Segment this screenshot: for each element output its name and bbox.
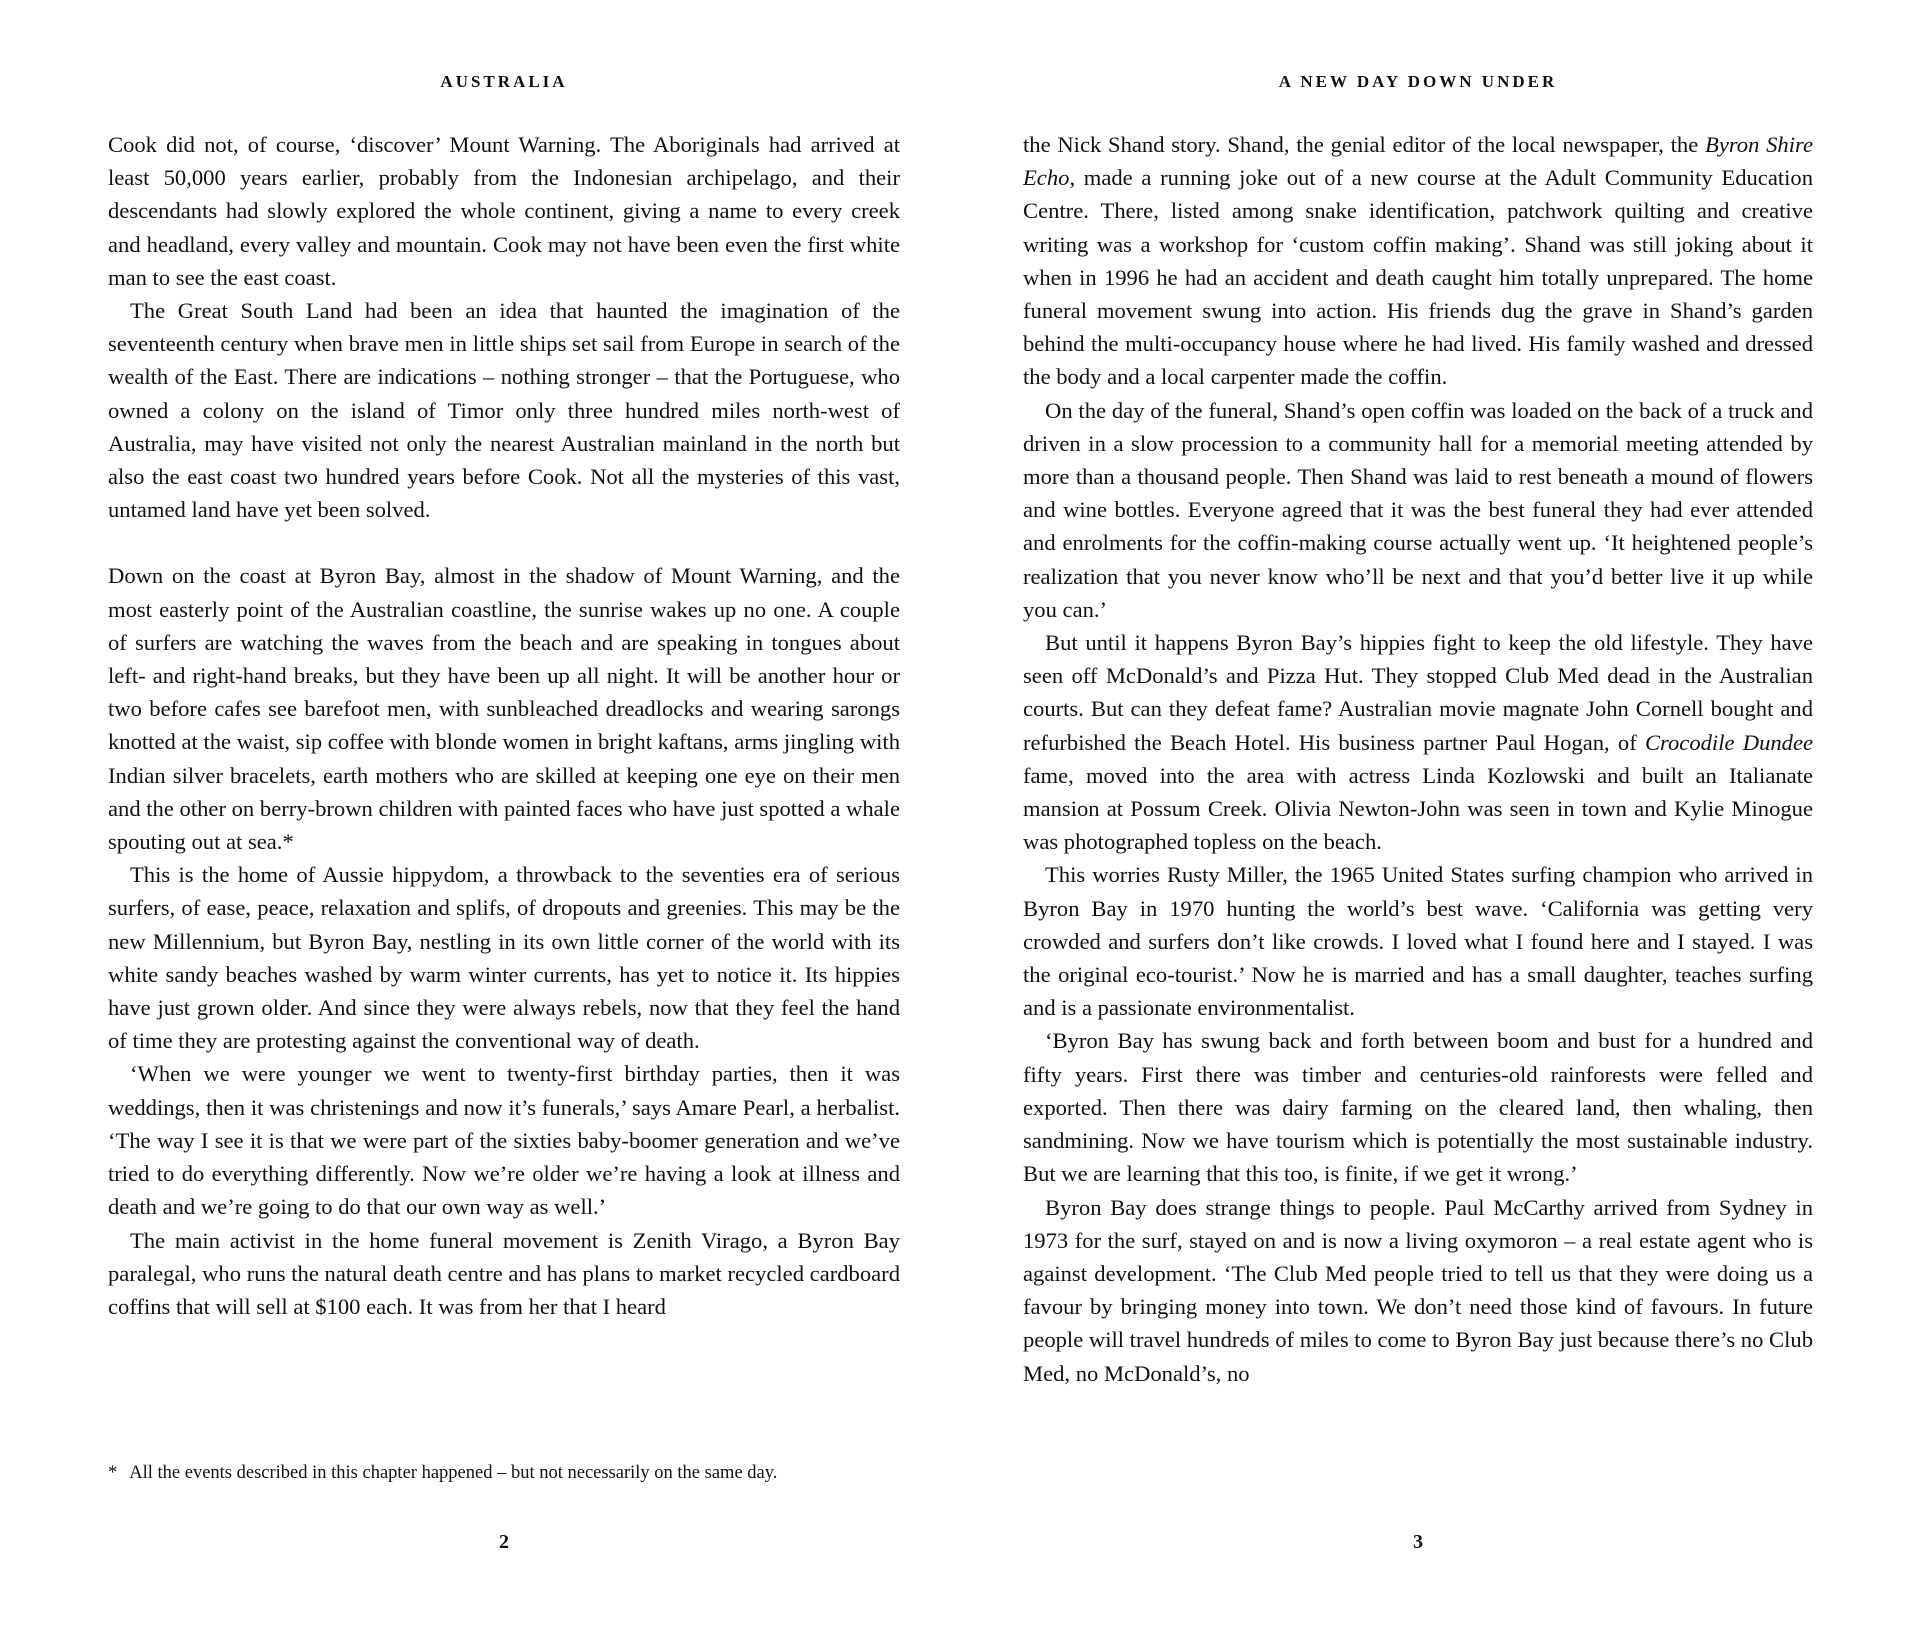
text-run: , made a running joke out of a new course at the Adult Community Education Centre. There, listed among snake identification, patchwork quilting and creative writing was a workshop for ‘custom coffin making’. Shand was still joking about it when in 1996 he had an accident and death caught him totally unprepared. The home funeral movement swung into action. His friends dug the grave in Shand’s garden behind the multi-occupancy house where he had lived. His family washed and dressed the body and a local carpenter made the coffin. bbox=[1023, 165, 1813, 390]
paragraph: The main activist in the home funeral movement is Zenith Virago, a Byron Bay paralegal, who runs the natural death centre and has plans to market recycled cardboard coffins that will sell at $100 each. It was from her that I heard bbox=[108, 1227, 900, 1319]
film-title: Crocodile Dundee bbox=[1644, 729, 1814, 755]
page-number-left: 2 bbox=[499, 1531, 509, 1553]
paragraph: ‘Byron Bay has swung back and forth between boom and bust for a hundred and fifty years. First there was timber and centuries-old rainforests were felled and exported. Then there was dairy farming on the cleared land, then whaling, then sandmining. Now we have tourism which is potentially the most sustainable industry. But we are learning that this too, is finite, if we get it wrong.’ bbox=[1023, 1028, 1813, 1187]
paragraph: On the day of the funeral, Shand’s open coffin was loaded on the back of a truck and driven in a slow procession to a community hall for a memorial meeting attended by more than a thousand people. Then Shand was laid to rest beneath a mound of flowers and wine bottles. Everyone agreed that it was the best funeral they had ever attended and enrolments for the coffin-making course actually went up. ‘It heightened people’s realization that you never know who’ll be next and that you’d better live it up while you can.’ bbox=[1023, 397, 1813, 622]
right-page bbox=[1023, 0, 1813, 1644]
page-number-right: 3 bbox=[1413, 1531, 1423, 1553]
right-body-text bbox=[1023, 128, 1813, 1390]
newspaper-title: Byron Shire Echo bbox=[1023, 132, 1813, 191]
footnote-mark: * bbox=[108, 1463, 118, 1483]
paragraph: Cook did not, of course, ‘discover’ Mount Warning. The Aboriginals had arrived at least 50,000 years earlier, probably from the Indonesian archipelago, and their descendants had slowly explored the whole continent, giving a name to every creek and headland, every valley and mountain. Cook may not have been even the first white man to see the east coast. bbox=[108, 132, 900, 290]
paragraph: Down on the coast at Byron Bay, almost in the shadow of Mount Warning, and the most easterly point of the Australian coastline, the sunrise wakes up no one. A couple of surfers are watching the waves from the beach and are speaking in tongues about left- and right-hand breaks, but they have been up all night. It will be another hour or two before cafes see barefoot men, with sunbleached dreadlocks and wearing sarongs knotted at the waist, sip coffee with blonde women in bright kaftans, arms jingling with Indian silver bracelets, earth mothers who are skilled at keeping one eye on their men and the other on berry-brown children with painted faces who have just spotted a whale spouting out at sea.* bbox=[108, 563, 900, 855]
left-body-text bbox=[108, 128, 900, 1323]
paragraph: Byron Bay does strange things to people. Paul McCarthy arrived from Sydney in 1973 for the surf, stayed on and is now a living oxymoron – a real estate agent who is against development. ‘The Club Med people tried to tell us that they were doing us a favour by bringing money into town. We don’t need those kind of favours. In future people will travel hundreds of miles to come to Byron Bay just because there’s no Club Med, no McDonald’s, no bbox=[1023, 1194, 1813, 1386]
paragraph: This worries Rusty Miller, the 1965 United States surfing champion who arrived in Byron Bay in 1970 hunting the world’s best wave. ‘California was getting very crowded and surfers don’t like crowds. I loved what I found here and I stayed. I was the original eco-tourist.’ Now he is married and has a small daughter, teaches surfing and is a passionate environmentalist. bbox=[1023, 862, 1813, 1021]
running-head-left: AUSTRALIA bbox=[440, 72, 568, 91]
left-page bbox=[108, 0, 900, 1644]
footnote-text: All the events described in this chapter happened – but not necessarily on the same day. bbox=[129, 1463, 778, 1483]
text-run: the Nick Shand story. Shand, the genial editor of the local newspaper, the bbox=[1023, 132, 1706, 157]
text-run: But until it happens Byron Bay’s hippies fight to keep the old lifestyle. They have seen off McDonald’s and Pizza Hut. They stopped Club Med dead in the Australian courts. But can they defeat fame? Australian movie magnate John Cornell bought and refurbished the Beach Hotel. His business partner Paul Hogan, of bbox=[1023, 630, 1813, 755]
paragraph: This is the home of Aussie hippydom, a throwback to the seventies era of serious surfers, of ease, peace, relaxation and splifs, of dropouts and greenies. This may be the new Millennium, but Byron Bay, nestling in its own little corner of the world with its white sandy beaches washed by warm winter currents, has yet to notice it. Its hippies have just grown older. And since they were always rebels, now that they feel the hand of time they are protesting against the conventional way of death. bbox=[108, 862, 900, 1054]
paragraph bbox=[1023, 626, 1813, 858]
running-head-right: A NEW DAY DOWN UNDER bbox=[1278, 72, 1558, 91]
text-run: fame, moved into the area with actress Linda Kozlowski and built an Italianate mansion at Possum Creek. Olivia Newton-John was seen in town and Kylie Minogue was photographed topless on the beach. bbox=[1023, 762, 1813, 855]
paragraph bbox=[1023, 128, 1813, 394]
paragraph: The Great South Land had been an idea that haunted the imagination of the seventeenth century when brave men in little ships set sail from Europe in search of the wealth of the East. There are indications – nothing stronger – that the Portuguese, who owned a colony on the island of Timor only three hundred miles north-west of Australia, may have visited not only the nearest Australian mainland in the north but also the east coast two hundred years before Cook. Not all the mysteries of this vast, untamed land have yet been solved. bbox=[108, 298, 900, 523]
footnote bbox=[108, 1460, 900, 1486]
paragraph: ‘When we were younger we went to twenty-first birthday parties, then it was weddings, then it was christenings and now it’s funerals,’ says Amare Pearl, a herbalist. ‘The way I see it is that we were part of the sixties baby-boomer generation and we’ve tried to do everything differently. Now we’re older we’re having a look at illness and death and we’re going to do that our own way as well.’ bbox=[108, 1061, 900, 1220]
